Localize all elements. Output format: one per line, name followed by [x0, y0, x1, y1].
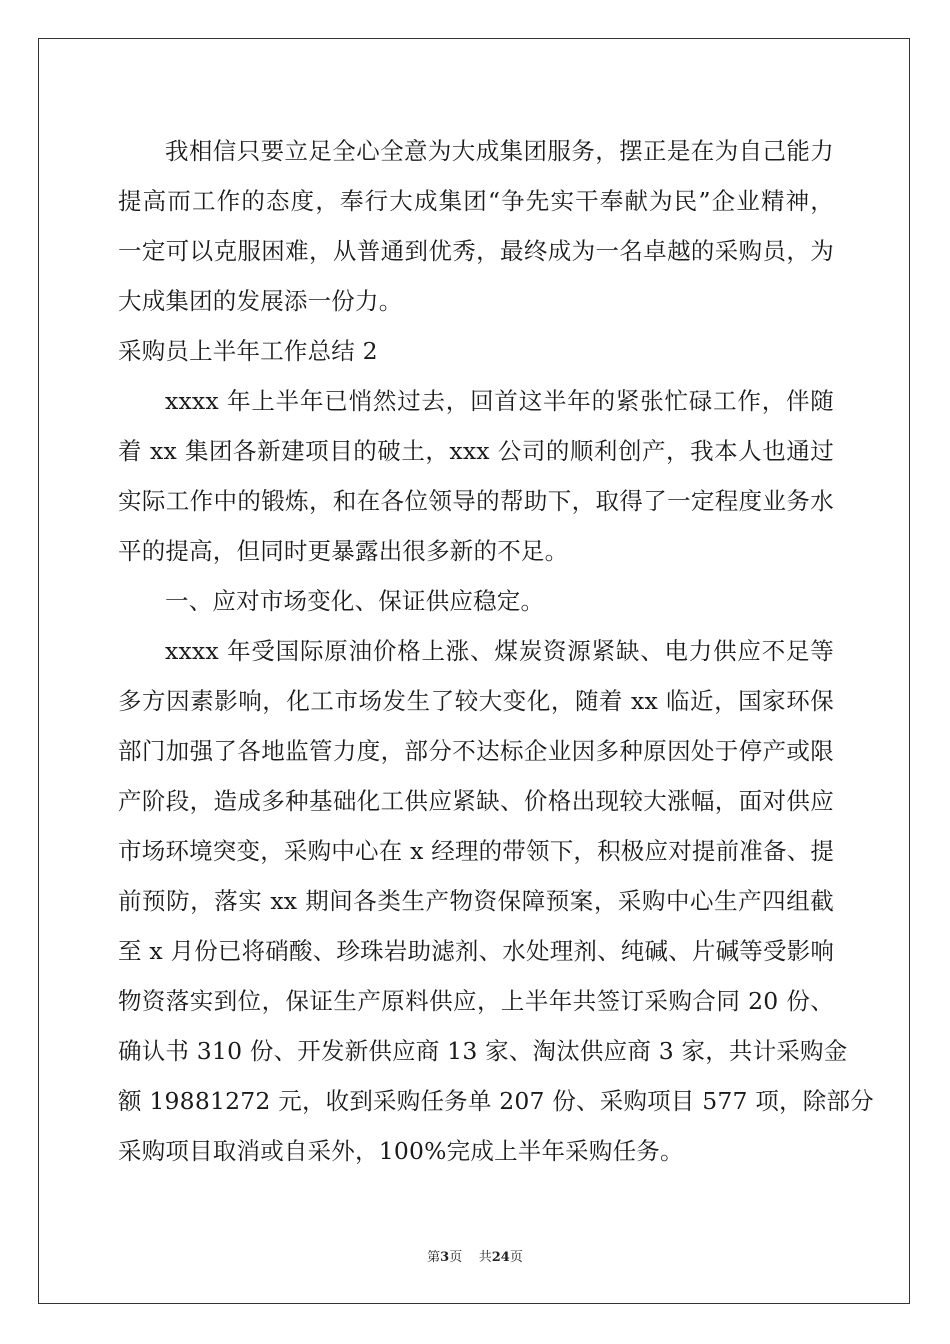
text-line: 确认书 310 份、开发新供应商 13 家、淘汰供应商 3 家，共计采购金: [118, 1037, 848, 1065]
text-line: 前预防，落实 xx 期间各类生产物资保障预案，采购中心生产四组截: [118, 887, 834, 915]
page-number-prefix: 第: [427, 1250, 441, 1265]
page-total-prefix: 共: [478, 1250, 492, 1265]
page-total-suffix: 页: [509, 1250, 523, 1265]
page-number-current: 3: [440, 1250, 450, 1265]
text-line: 提高而工作的态度，奉行大成集团“争先实干奉献为民”企业精神，: [118, 187, 834, 215]
text-line: 部门加强了各地监管力度，部分不达标企业因多种原因处于停产或限: [118, 737, 834, 765]
text-line: 我相信只要立足全心全意为大成集团服务，摆正是在为自己能力: [165, 137, 834, 165]
page-number-suffix: 页: [449, 1250, 463, 1265]
text-line: 多方因素影响，化工市场发生了较大变化，随着 xx 临近，国家环保: [118, 687, 834, 715]
text-line: 物资落实到位，保证生产原料供应，上半年共签订采购合同 20 份、: [118, 987, 834, 1015]
text-line: 实际工作中的锻炼，和在各位领导的帮助下，取得了一定程度业务水: [118, 487, 834, 515]
text-line: 平的提高，但同时更暴露出很多新的不足。: [118, 537, 569, 565]
section-heading: 采购员上半年工作总结 2: [118, 337, 378, 365]
text-line: 着 xx 集团各新建项目的破土，xxx 公司的顺利创产，我本人也通过: [118, 437, 834, 465]
document-body: [118, 126, 874, 1176]
text-line: xxxx 年受国际原油价格上涨、煤炭资源紧缺、电力供应不足等: [165, 637, 834, 665]
text-line: 市场环境突变，采购中心在 x 经理的带领下，积极应对提前准备、提: [118, 837, 835, 865]
text-line: 至 x 月份已将硝酸、珍珠岩助滤剂、水处理剂、纯碱、片碱等受影响: [118, 937, 835, 965]
subsection-heading: 一、应对市场变化、保证供应稳定。: [165, 587, 545, 615]
page-total: 24: [491, 1250, 510, 1265]
text-line: 采购项目取消或自采外，100%完成上半年采购任务。: [118, 1137, 684, 1165]
text-line: xxxx 年上半年已悄然过去，回首这半年的紧张忙碌工作，伴随: [165, 387, 834, 415]
page-footer: [0, 1246, 950, 1265]
text-line: 额 19881272 元，收到采购任务单 207 份、采购项目 577 项，除部分: [118, 1087, 874, 1115]
text-line: 产阶段，造成多种基础化工供应紧缺、价格出现较大涨幅，面对供应: [118, 787, 834, 815]
text-line: 一定可以克服困难，从普通到优秀，最终成为一名卓越的采购员，为: [118, 237, 834, 265]
text-line: 大成集团的发展添一份力。: [118, 287, 403, 315]
